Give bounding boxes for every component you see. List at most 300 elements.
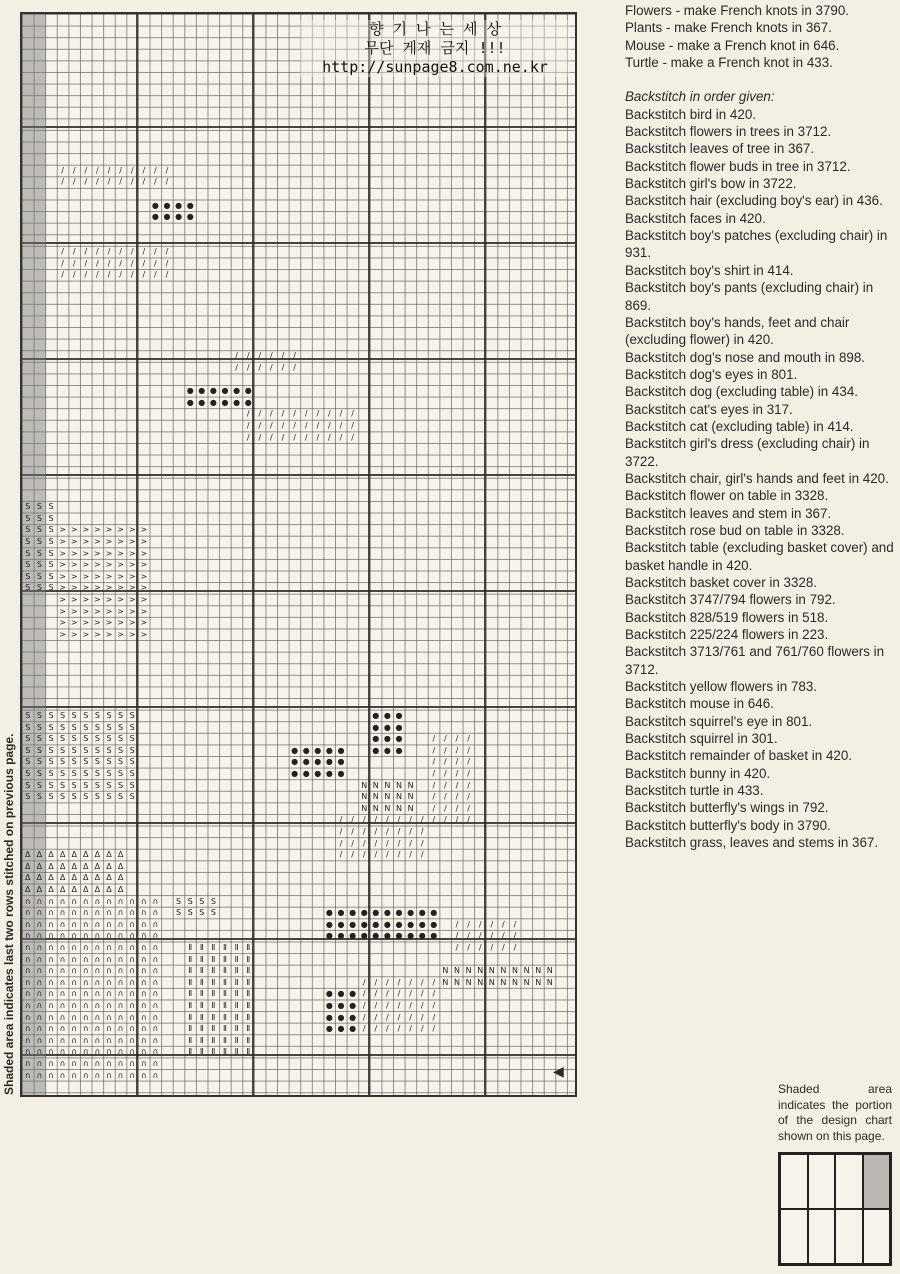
stitch-symbol: Ⅱ: [199, 1024, 204, 1034]
stitch-symbol: ∩: [129, 1059, 136, 1068]
stitch-symbol: /: [386, 838, 389, 848]
instruction-line: Backstitch chair, girl's hands and feet in 420.: [625, 470, 889, 486]
stitch-symbol: /: [432, 757, 436, 767]
stitch-symbol: Ⅱ: [234, 977, 239, 987]
stitch-symbol: /: [362, 989, 366, 999]
stitch-symbol: ∩: [36, 919, 43, 929]
stitch-symbol: /: [444, 757, 447, 767]
stitch-symbol: >: [59, 525, 66, 535]
stitch-symbol: ∩: [94, 1059, 101, 1068]
stitch-symbol: /: [467, 757, 470, 767]
stitch-symbol: ∩: [48, 1024, 54, 1034]
stitch-symbol: S: [129, 711, 135, 720]
stitch-symbol: Ⅱ: [234, 989, 239, 999]
stitch-symbol: S: [83, 757, 89, 767]
stitch-symbol: S: [60, 722, 66, 732]
stitch-symbol: S: [71, 780, 77, 790]
stitch-symbol: S: [36, 792, 42, 802]
stitch-symbol: /: [107, 177, 111, 187]
stitch-symbol: ●: [383, 711, 391, 720]
stitch-symbol: /: [72, 165, 76, 175]
instruction-line: Backstitch leaves of tree in 367.: [625, 141, 815, 157]
stitch-symbol: /: [142, 258, 146, 268]
stitch-symbol: ∩: [117, 931, 124, 941]
stitch-symbol: /: [362, 977, 366, 987]
stitch-symbol: >: [105, 618, 113, 628]
stitch-symbol: ∩: [59, 1012, 66, 1022]
stitch-symbol: Ⅱ: [246, 1024, 251, 1034]
stitch-symbol: ∩: [48, 977, 54, 987]
stitch-symbol: S: [48, 537, 54, 546]
stitch-symbol: ∩: [71, 896, 78, 906]
key-section: [808, 1154, 836, 1209]
stitch-symbol: N: [372, 792, 379, 802]
stitch-symbol: S: [48, 502, 54, 512]
stitch-symbol: /: [304, 409, 308, 419]
instruction-line: Mouse - make a French knot in 646.: [625, 37, 840, 53]
stitch-symbol: Ⅱ: [211, 977, 216, 987]
stitch-symbol: S: [106, 769, 112, 778]
stitch-symbol: ∩: [140, 954, 147, 964]
stitch-symbol: ∩: [140, 1047, 147, 1057]
stitch-symbol: /: [420, 827, 424, 836]
stitch-symbol: ∩: [152, 1059, 159, 1068]
stitch-symbol: ●: [407, 931, 415, 941]
stitch-symbol: ∩: [140, 908, 147, 918]
stitch-symbol: S: [83, 792, 89, 802]
stitch-symbol: >: [128, 571, 136, 581]
stitch-symbol: ∩: [140, 1024, 147, 1034]
stitch-symbol: ●: [383, 919, 391, 929]
stitch-symbol: ●: [349, 1024, 357, 1034]
stitch-symbol: /: [362, 838, 366, 848]
stitch-symbol: Ⅱ: [223, 989, 227, 999]
stitch-symbol: N: [384, 780, 391, 790]
stitch-symbol: ∩: [24, 989, 31, 999]
stitch-symbol: /: [467, 919, 470, 929]
backstitch-heading: Backstitch in order given:: [625, 89, 775, 105]
stitch-symbol: /: [142, 247, 146, 256]
stitch-symbol: ∩: [82, 1035, 89, 1045]
stitch-symbol: Δ: [83, 861, 89, 871]
stitch-symbol: ∩: [36, 1059, 43, 1068]
stitch-symbol: ∩: [82, 989, 89, 999]
stitch-symbol: >: [140, 583, 148, 593]
stitch-symbol: /: [444, 792, 447, 802]
stitch-symbol: Ⅱ: [211, 1035, 216, 1045]
stitch-symbol: ∩: [117, 1047, 124, 1057]
instruction-line: Backstitch cat (excluding table) in 414.: [625, 418, 854, 434]
stitch-symbol: >: [94, 548, 101, 558]
stitch-symbol: S: [48, 571, 54, 581]
stitch-symbol: >: [140, 629, 148, 639]
stitch-symbol: S: [129, 745, 135, 755]
stitch-symbol: /: [130, 177, 134, 187]
stitch-symbol: /: [119, 258, 122, 268]
watermark: [300, 20, 570, 77]
instruction-line: Backstitch 3747/794 flowers in 792.: [625, 592, 836, 608]
stitch-symbol: N: [477, 977, 484, 987]
stitch-symbol: ∩: [129, 954, 136, 964]
stitch-symbol: ●: [372, 931, 380, 941]
stitch-symbol: /: [386, 977, 389, 987]
stitch-symbol: ∩: [152, 896, 159, 906]
stitch-symbol: S: [25, 560, 31, 570]
stitch-symbol: ∩: [106, 1024, 112, 1034]
stitch-symbol: ∩: [24, 1035, 31, 1045]
stitch-symbol: Ⅱ: [211, 1012, 216, 1022]
stitch-symbol: /: [96, 247, 99, 256]
stitch-symbol: S: [48, 780, 54, 790]
stitch-symbol: /: [270, 363, 273, 372]
stitch-symbol: Ⅱ: [199, 1001, 204, 1010]
stitch-symbol: ●: [360, 931, 368, 941]
stitch-symbol: ∩: [48, 931, 54, 941]
stitch-symbol: ∩: [36, 1070, 43, 1080]
stitch-symbol: S: [36, 583, 42, 593]
stitch-symbol: /: [374, 977, 378, 987]
stitch-symbol: /: [444, 815, 447, 825]
stitch-symbol: /: [513, 919, 517, 929]
stitch-symbol: >: [70, 571, 78, 581]
stitch-symbol: >: [105, 571, 113, 581]
stitch-symbol: ∩: [48, 1035, 54, 1045]
stitch-symbol: ∩: [94, 1047, 101, 1057]
stitch-symbol: S: [36, 769, 42, 778]
stitch-symbol: ∩: [24, 966, 31, 976]
stitch-symbol: Δ: [94, 873, 101, 883]
stitch-symbol: Ⅱ: [246, 1035, 251, 1045]
stitch-symbol: /: [130, 165, 134, 175]
stitch-symbol: ∩: [152, 943, 159, 952]
stitch-symbol: ∩: [140, 1012, 147, 1022]
stitch-symbol: S: [199, 908, 205, 918]
stitch-symbol: Ⅱ: [199, 1012, 204, 1022]
stitch-symbol: Δ: [48, 861, 54, 871]
stitch-symbol: ∩: [152, 1070, 159, 1080]
stitch-symbol: N: [361, 803, 368, 813]
stitch-symbol: ∩: [129, 1047, 136, 1057]
stitch-symbol: ∩: [24, 919, 31, 929]
stitch-symbol: /: [397, 838, 401, 848]
stitch-symbol: /: [432, 745, 436, 755]
stitch-symbol: ●: [244, 397, 252, 407]
stitch-symbol: /: [444, 769, 447, 778]
stitch-symbol: /: [420, 977, 424, 987]
stitch-symbol: S: [48, 745, 54, 755]
stitch-symbol: /: [455, 745, 459, 755]
stitch-symbol: /: [107, 270, 111, 280]
stitch-symbol: ∩: [71, 1047, 78, 1057]
stitch-symbol: /: [374, 1001, 378, 1010]
stitch-symbol: ∩: [129, 966, 136, 976]
stitch-symbol: S: [83, 734, 89, 744]
stitch-symbol: /: [409, 827, 412, 836]
stitch-symbol: ∩: [129, 1024, 136, 1034]
stitch-symbol: ●: [430, 908, 438, 918]
stitch-symbol: >: [70, 537, 78, 546]
stitch-symbol: /: [444, 734, 447, 744]
stitch-symbol: ∩: [129, 908, 136, 918]
stitch-symbol: ∩: [106, 1047, 112, 1057]
stitch-symbol: /: [397, 989, 401, 999]
stitch-symbol: /: [72, 258, 76, 268]
stitch-symbol: ∩: [152, 908, 159, 918]
stitch-symbol: /: [420, 989, 424, 999]
stitch-symbol: S: [199, 896, 205, 906]
stitch-symbol: ∩: [59, 1001, 66, 1010]
stitch-symbol: ∩: [82, 1001, 89, 1010]
stitch-symbol: ●: [430, 931, 438, 941]
instruction-line: Backstitch girl's dress (excluding chair) in 3722.: [625, 436, 870, 469]
stitch-symbol: ∩: [94, 977, 101, 987]
stitch-symbol: >: [59, 560, 66, 570]
stitch-symbol: /: [293, 432, 296, 442]
stitch-symbol: >: [82, 548, 90, 558]
stitch-symbol: /: [84, 177, 88, 187]
stitch-symbol: ●: [349, 989, 357, 999]
stitch-symbol: ∩: [94, 908, 101, 918]
stitch-symbol: /: [455, 815, 459, 825]
instruction-line: Backstitch faces in 420.: [625, 210, 766, 226]
stitch-symbol: >: [59, 537, 66, 546]
instruction-line: Backstitch leaves and stem in 367.: [625, 505, 832, 521]
stitch-symbol: S: [25, 548, 31, 558]
stitch-symbol: /: [328, 432, 331, 442]
stitch-symbol: /: [154, 270, 157, 280]
stitch-symbol: >: [140, 618, 148, 628]
stitch-symbol: S: [36, 734, 42, 744]
stitch-symbol: ∩: [48, 954, 54, 964]
stitch-symbol: Ⅱ: [223, 1024, 227, 1034]
stitch-symbol: Δ: [83, 873, 89, 883]
stitch-symbol: ∩: [71, 1024, 78, 1034]
stitch-symbol: Ⅱ: [188, 1047, 193, 1057]
stitch-symbol: /: [455, 792, 459, 802]
stitch-symbol: ∩: [117, 1070, 124, 1080]
stitch-symbol: /: [339, 815, 343, 825]
stitch-symbol: >: [70, 629, 78, 639]
stitch-symbol: /: [362, 827, 366, 836]
stitch-symbol: /: [304, 432, 308, 442]
stitch-symbol: /: [455, 943, 459, 952]
stitch-symbol: >: [59, 606, 66, 616]
stitch-symbol: /: [386, 989, 389, 999]
stitch-symbol: >: [117, 548, 124, 558]
stitch-symbol: >: [59, 548, 66, 558]
stitch-symbol: Ⅱ: [188, 1001, 193, 1010]
stitch-symbol: ∩: [152, 977, 159, 987]
stitch-symbol: /: [107, 247, 111, 256]
stitch-symbol: >: [82, 583, 90, 593]
stitch-symbol: /: [339, 850, 343, 860]
stitch-symbol: Ⅱ: [211, 943, 216, 952]
stitch-symbol: N: [361, 780, 368, 790]
stitch-symbol: Δ: [94, 861, 101, 871]
stitch-symbol: N: [523, 966, 530, 976]
stitch-symbol: >: [140, 571, 148, 581]
stitch-symbol: ●: [349, 1001, 357, 1010]
stitch-symbol: N: [442, 966, 449, 976]
stitch-symbol: >: [117, 583, 124, 593]
stitch-symbol: /: [130, 247, 134, 256]
stitch-symbol: S: [36, 745, 42, 755]
stitch-symbol: S: [25, 711, 31, 720]
stitch-symbol: ●: [418, 919, 426, 929]
stitch-symbol: N: [500, 966, 507, 976]
center-arrow-icon: ◀: [553, 1063, 564, 1079]
stitch-symbol: ∩: [48, 896, 54, 906]
stitch-symbol: Ⅱ: [188, 977, 193, 987]
stitch-symbol: >: [94, 629, 101, 639]
stitch-symbol: ∩: [36, 989, 43, 999]
stitch-symbol: S: [106, 780, 112, 790]
stitch-symbol: >: [128, 595, 136, 604]
stitch-symbol: Ⅱ: [246, 954, 251, 964]
stitch-symbol: S: [94, 722, 100, 732]
instruction-line: Backstitch boy's patches (excluding chair) in 931.: [625, 228, 888, 261]
stitch-symbol: Δ: [48, 873, 54, 883]
stitch-symbol: ∩: [82, 954, 89, 964]
stitch-symbol: Ⅱ: [188, 1024, 193, 1034]
stitch-symbol: ●: [302, 757, 310, 767]
key-section: [780, 1154, 808, 1209]
stitch-symbol: ∩: [24, 1024, 31, 1034]
stitch-symbol: ●: [198, 386, 206, 396]
stitch-symbol: S: [83, 769, 89, 778]
stitch-symbol: Ⅱ: [234, 1001, 239, 1010]
stitch-symbol: Δ: [25, 885, 31, 894]
stitch-symbol: /: [455, 734, 459, 744]
stitch-symbol: ∩: [140, 943, 147, 952]
stitch-symbol: /: [467, 734, 470, 744]
stitch-symbol: ∩: [71, 931, 78, 941]
stitch-symbol: /: [258, 409, 262, 419]
stitch-symbol: /: [374, 815, 378, 825]
stitch-symbol: Δ: [36, 850, 43, 860]
stitch-symbol: ∩: [71, 966, 78, 976]
stitch-symbol: Ⅱ: [223, 1012, 227, 1022]
stitch-symbol: /: [339, 838, 343, 848]
stitch-symbol: /: [61, 247, 64, 256]
stitch-symbol: Ⅱ: [188, 1012, 193, 1022]
stitch-symbol: ∩: [117, 943, 124, 952]
stitch-symbol: >: [140, 606, 148, 616]
key-section-shaded: [863, 1154, 891, 1209]
stitch-symbol: >: [70, 525, 78, 535]
stitch-symbol: /: [351, 815, 354, 825]
stitch-symbol: ●: [209, 397, 217, 407]
stitch-symbol: /: [444, 780, 447, 790]
stitch-symbol: /: [386, 1012, 389, 1022]
stitch-symbol: ∩: [36, 931, 43, 941]
stitch-symbol: Δ: [117, 873, 124, 883]
stitch-symbol: S: [118, 745, 124, 755]
stitch-symbol: ∩: [36, 1035, 43, 1045]
stitch-symbol: ∩: [106, 966, 112, 976]
stitch-symbol: /: [142, 177, 146, 187]
stitch-symbol: S: [71, 722, 77, 732]
stitch-symbol: /: [432, 977, 436, 987]
stitch-symbol: /: [119, 165, 122, 175]
stitch-symbol: ∩: [94, 1001, 101, 1010]
stitch-symbol: ●: [337, 1012, 345, 1022]
stitch-symbol: S: [118, 711, 124, 720]
stitch-symbol: ∩: [59, 977, 66, 987]
stitch-symbol: /: [432, 815, 436, 825]
stitch-symbol: Ⅱ: [199, 977, 204, 987]
stitch-symbol: ●: [244, 386, 252, 396]
stitch-symbol: ●: [325, 931, 333, 941]
stitch-symbol: ●: [395, 931, 403, 941]
stitch-symbol: S: [106, 757, 112, 767]
stitch-symbol: S: [118, 792, 124, 802]
stitch-symbol: ∩: [71, 1012, 78, 1022]
stitch-symbol: ∩: [59, 1070, 66, 1080]
stitch-symbol: ∩: [59, 931, 66, 941]
stitch-symbol: /: [61, 270, 64, 280]
instruction-line: Turtle - make a French knot in 433.: [625, 55, 833, 71]
stitch-symbol: S: [48, 711, 54, 720]
stitch-symbol: ●: [209, 386, 217, 396]
stitch-symbol: S: [106, 734, 112, 744]
stitch-symbol: /: [502, 919, 505, 929]
stitch-symbol: ∩: [117, 1024, 124, 1034]
stitch-symbol: >: [94, 537, 101, 546]
stitch-symbol: ●: [395, 919, 403, 929]
stitch-symbol: >: [117, 525, 124, 535]
stitch-symbol: ∩: [94, 919, 101, 929]
key-section: [780, 1209, 808, 1264]
stitch-symbol: ∩: [117, 1035, 124, 1045]
stitch-symbol: ∩: [140, 989, 147, 999]
stitch-symbol: Δ: [117, 861, 124, 871]
stitch-symbol: Δ: [36, 861, 43, 871]
stitch-symbol: /: [293, 351, 296, 361]
stitch-symbol: /: [409, 815, 412, 825]
stitch-symbol: S: [25, 745, 31, 755]
stitch-symbol: N: [477, 966, 484, 976]
stitch-symbol: Δ: [25, 861, 31, 871]
stitch-symbol: Ⅱ: [188, 954, 193, 964]
backstitch-list: [625, 106, 895, 852]
stitch-symbol: ∩: [152, 989, 159, 999]
stitch-symbol: >: [94, 583, 101, 593]
stitch-symbol: /: [432, 803, 436, 813]
stitch-symbol: /: [432, 1012, 436, 1022]
stitch-symbol: >: [94, 560, 101, 570]
stitch-symbol: ●: [302, 745, 310, 755]
stitch-symbol: /: [386, 1001, 389, 1010]
stitch-symbol: ●: [337, 931, 345, 941]
instruction-line: Backstitch cat's eyes in 317.: [625, 401, 793, 417]
stitch-symbol: /: [339, 421, 343, 430]
stitch-symbol: ●: [151, 200, 159, 210]
stitch-symbol: S: [60, 769, 66, 778]
stitch-symbol: N: [407, 792, 414, 802]
stitch-symbol: /: [293, 409, 296, 419]
stitch-symbol: /: [130, 258, 134, 268]
stitch-symbol: /: [455, 919, 459, 929]
stitch-symbol: ∩: [48, 1070, 54, 1080]
stitch-symbol: ∩: [71, 908, 78, 918]
stitch-symbol: /: [235, 351, 238, 361]
stitch-symbol: S: [83, 780, 89, 790]
stitch-symbol: ∩: [82, 1059, 89, 1068]
stitch-symbol: ∩: [71, 989, 78, 999]
stitch-symbol: ∩: [48, 1012, 54, 1022]
stitch-symbol: ∩: [152, 966, 159, 976]
